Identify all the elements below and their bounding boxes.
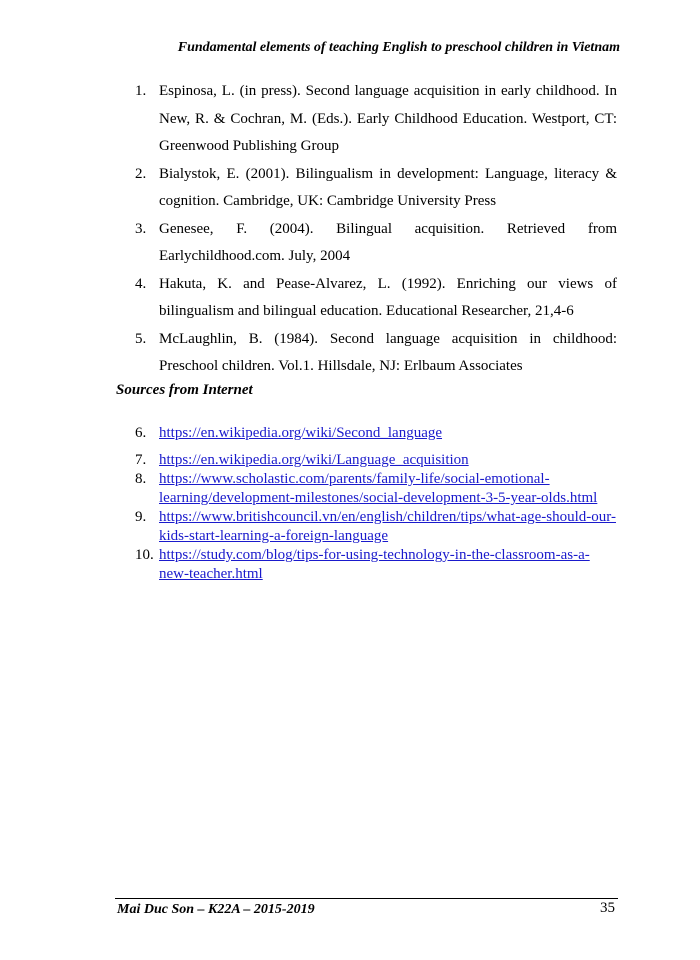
reference-item [135,216,617,271]
link-item [135,451,617,470]
reference-number: 5. [135,330,147,347]
reference-item [135,271,617,326]
internet-link-list [135,424,617,584]
link-number: 6. [135,425,147,441]
footer-author: Mai Duc Son – K22A – 2015-2019 [117,902,315,917]
reference-list [135,78,617,381]
reference-text: Hakuta, K. and Pease-Alvarez, L. (1992). Enriching our views of bilingualism and bilingual education. Educational Researcher, 21,4-6 [159,275,617,319]
reference-link[interactable]: https://en.wikipedia.org/wiki/Language_acquisition [159,452,469,468]
link-number: 10. [135,547,154,563]
reference-item [135,326,617,381]
reference-link[interactable]: https://study.com/blog/tips-for-using-technology-in-the-classroom-as-a-new-teacher.html [159,547,590,582]
link-number: 8. [135,471,147,487]
reference-item [135,161,617,216]
reference-number: 1. [135,83,147,99]
link-item [135,424,617,443]
section-heading-internet-sources: Sources from Internet [116,382,253,398]
footer-divider [115,898,618,899]
reference-link[interactable]: https://en.wikipedia.org/wiki/Second_language [159,425,443,441]
link-item [135,508,617,546]
reference-number: 3. [135,220,147,237]
reference-item [135,78,617,161]
reference-link[interactable]: https://www.scholastic.com/parents/family-life/social-emotional-learning/development-milestones/social-development-3-5-year-olds.html [159,471,598,506]
reference-text: McLaughlin, B. (1984). Second language acquisition in childhood: Preschool children. Vol.1. Hillsdale, NJ: Erlbaum Associates [159,330,617,374]
running-header: Fundamental elements of teaching English to preschool children in Vietnam [177,40,620,55]
link-item [135,546,617,584]
link-number: 7. [135,452,147,468]
reference-number: 2. [135,165,147,182]
reference-text: Espinosa, L. (in press). Second language acquisition in early childhood. In New, R. & Cochran, M. (Eds.). Early Childhood Education. Westport, CT: Greenwood Publishing Group [159,83,617,154]
reference-number: 4. [135,275,147,292]
reference-text: Bialystok, E. (2001). Bilingualism in development: Language, literacy & cognition. Cambridge, UK: Cambridge University Press [159,165,617,209]
reference-text: Genesee, F. (2004). Bilingual acquisition. Retrieved from Earlychildhood.com. July, 2004 [159,220,617,264]
page-number: 35 [600,900,615,916]
link-number: 9. [135,509,147,525]
link-item [135,470,617,508]
reference-link[interactable]: https://www.britishcouncil.vn/en/english/children/tips/what-age-should-our-kids-start-learning-a-foreign-language [159,509,616,544]
